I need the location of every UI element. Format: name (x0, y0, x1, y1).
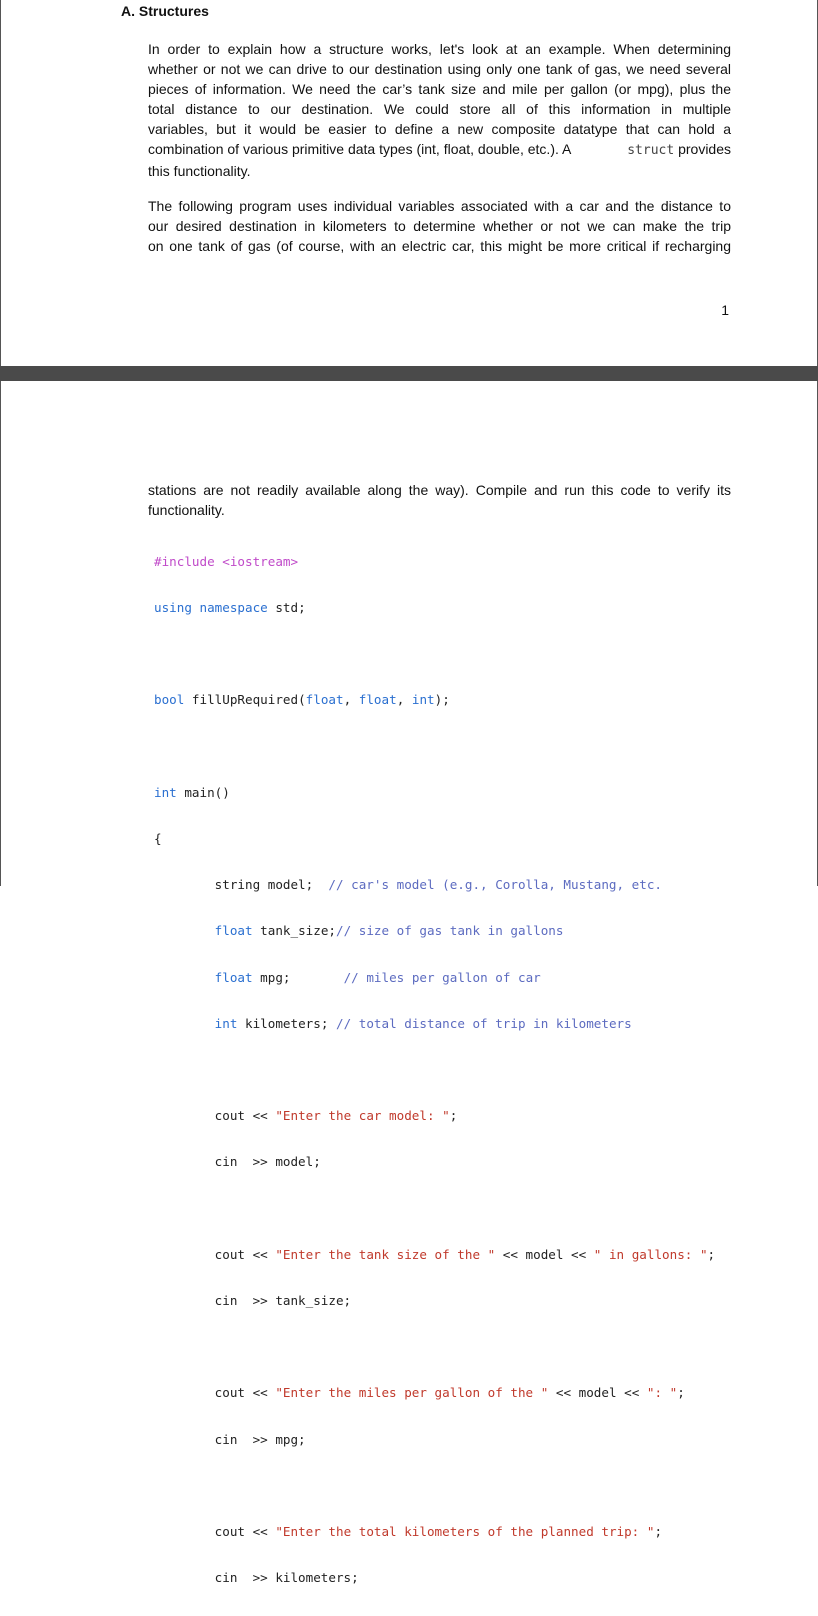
code-line: using namespace std; (154, 600, 306, 616)
code-line: cout << "Enter the total kilometers of the planned trip: "; (154, 1524, 663, 1540)
text-line (148, 139, 731, 161)
page-number: 1 (721, 302, 729, 318)
code-line: bool fillUpRequired(float, float, int); (154, 692, 450, 708)
page-separator (0, 366, 818, 381)
paragraph-continued (148, 480, 731, 520)
paragraph-intro (148, 39, 731, 181)
code-line: #include <iostream> (154, 553, 299, 569)
code-line: cout << "Enter the car model: "; (154, 1108, 458, 1124)
code-blank-line (154, 1062, 715, 1077)
text-fragment: combination of various primitive data types (int, float, double, etc.). A (148, 141, 572, 157)
text-line: variables, but it would be easier to define a new composite datatype that can hold a (148, 121, 731, 137)
code-blank-line (154, 1201, 715, 1216)
text-line: pieces of information. We need the car’s tank size and mile per gallon (or mpg), plus the (148, 81, 731, 97)
text-line: our desired destination in kilometers to determine whether or not we can make the trip (148, 218, 731, 234)
code-blank-line (154, 646, 715, 661)
text-line: this functionality. (148, 163, 251, 179)
text-line: on one tank of gas (of course, with an electric car, this might be more critical if recharging (148, 238, 731, 254)
inline-code-struct: struct (627, 143, 675, 158)
text-line: In order to explain how a structure works, let's look at an example. When determining (148, 41, 731, 57)
code-line: float tank_size;// size of gas tank in gallons (214, 923, 564, 939)
document-page-1 (0, 0, 818, 366)
text-line: functionality. (148, 502, 225, 518)
code-line: cout << "Enter the miles per gallon of the " << model << ": "; (154, 1385, 685, 1401)
code-line: float mpg; // miles per gallon of car (214, 969, 541, 985)
code-block (154, 523, 715, 1616)
code-line: cin >> mpg; (154, 1431, 306, 1447)
text-line: whether or not we can drive to our destination using only one tank of gas, we need several (148, 61, 731, 77)
text-fragment: provides (678, 141, 731, 157)
code-line: int kilometers; // total distance of trip in kilometers (214, 1015, 632, 1031)
code-line: int main() (154, 784, 230, 800)
code-line: string model; // car's model (e.g., Corolla, Mustang, etc. (154, 877, 663, 893)
code-line: cin >> kilometers; (154, 1570, 359, 1586)
text-line: total distance to our destination. We could store all of this information in multiple (148, 101, 731, 117)
text-line: The following program uses individual variables associated with a car and the distance to (148, 198, 731, 214)
text-line: stations are not readily available along the way). Compile and run this code to verify its (148, 482, 731, 498)
code-line: cin >> tank_size; (154, 1293, 352, 1309)
code-blank-line (154, 739, 715, 754)
document-page-2 (0, 381, 818, 1586)
code-blank-line (154, 1339, 715, 1354)
code-blank-line (154, 1478, 715, 1493)
code-line: { (154, 831, 162, 847)
code-line: cout << "Enter the tank size of the " << model << " in gallons: "; (154, 1246, 716, 1262)
code-line: cin >> model; (154, 1154, 321, 1170)
section-heading: A. Structures (121, 3, 209, 19)
paragraph-program-description (148, 196, 731, 256)
